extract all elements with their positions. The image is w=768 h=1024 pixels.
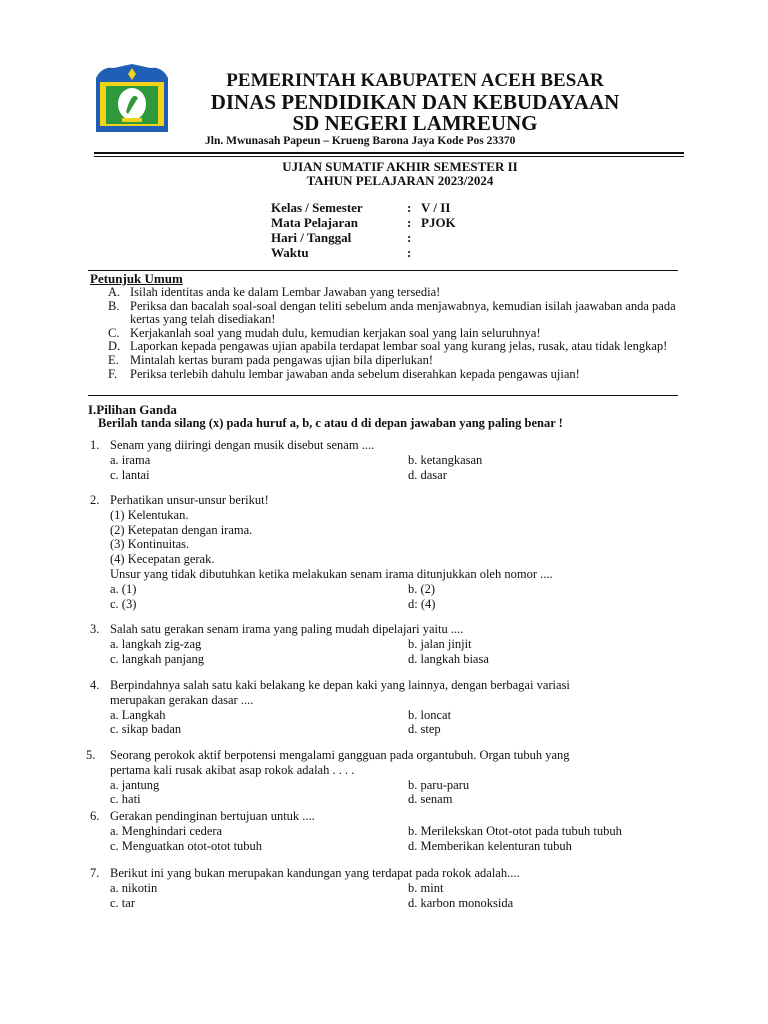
option-b[interactable]: b. loncat	[408, 707, 452, 722]
info-colon: :	[407, 200, 412, 215]
school-name: SD NEGERI LAMREUNG	[292, 111, 538, 135]
info-value: V / II	[421, 200, 451, 215]
question-text: Senam yang diiringi dengan musik disebut senam ....	[110, 438, 375, 452]
info-row-date	[271, 230, 456, 245]
option-c[interactable]: c. langkah panjang	[110, 651, 205, 666]
option-a[interactable]: a. irama	[110, 452, 151, 467]
school-address: Jln. Mwunasah Papeun – Krueng Barona Jaya Kode Pos 23370	[205, 135, 516, 147]
question-text: Perhatikan unsur-unsur berikut!	[110, 493, 269, 507]
instruction-letter: C.	[108, 325, 120, 340]
info-row-time	[271, 245, 456, 260]
question-text: Unsur yang tidak dibutuhkan ketika melakukan senam irama ditunjukkan oleh nomor ....	[110, 566, 553, 581]
option-d[interactable]: d. karbon monoksida	[408, 895, 514, 910]
instruction-text: Periksa terlebih dahulu lembar jawaban anda sebelum diserahkan kepada pengawas ujian!	[130, 366, 580, 381]
question-number: 5.	[86, 748, 96, 762]
instruction-text: Periksa dan bacalah soal-soal dengan teliti sebelum anda menjawabnya, kemudian isilah jaawaban anda pada kertas yang telah disediakan!	[130, 298, 676, 327]
question-number: 4.	[90, 678, 100, 692]
option-c[interactable]: c. sikap badan	[110, 722, 182, 737]
info-row-class	[271, 200, 456, 215]
option-d[interactable]: d. dasar	[408, 467, 447, 482]
question-number: 1.	[90, 438, 100, 452]
instruction-text: Isilah identitas anda ke dalam Lembar Jawaban yang tersedia!	[130, 285, 441, 299]
option-a[interactable]: a. Menghindari cedera	[110, 823, 223, 838]
question-text: Salah satu gerakan senam irama yang paling mudah dipelajari yaitu ....	[110, 622, 464, 636]
option-c[interactable]: c. hati	[110, 792, 141, 807]
option-a[interactable]: a. jantung	[110, 777, 160, 792]
option-c[interactable]: c. Menguatkan otot-otot tubuh	[110, 838, 263, 853]
exam-title: UJIAN SUMATIF AKHIR SEMESTER II	[282, 159, 518, 174]
question-item: (4) Kecepatan gerak.	[110, 552, 215, 567]
general-instructions	[108, 286, 678, 381]
option-b[interactable]: b. ketangkasan	[408, 452, 483, 467]
instruction-text: Kerjakanlah soal yang mudah dulu, kemudian kerjakan soal yang lain seluruhnya!	[130, 325, 541, 340]
academic-year: TAHUN PELAJARAN 2023/2024	[306, 173, 494, 188]
question-number: 2.	[90, 493, 100, 507]
instruction-item	[108, 300, 678, 327]
instruction-letter: B.	[108, 298, 120, 313]
question-text: Berikut ini yang bukan merupakan kandungan yang terdapat pada rokok adalah....	[110, 866, 520, 880]
question-item: (1) Kelentukan.	[110, 507, 189, 522]
info-value: PJOK	[421, 215, 456, 230]
question-text: pertama kali rusak akibat asap rokok adalah . . . .	[110, 762, 355, 777]
question-text: merupakan gerakan dasar ....	[110, 692, 254, 707]
option-a[interactable]: a. nikotin	[110, 880, 158, 895]
question-number: 6.	[90, 809, 100, 823]
question-text: Seorang perokok aktif berpotensi mengalami gangguan pada organtubuh. Organ tubuh yang	[110, 748, 570, 762]
option-a[interactable]: a. Langkah	[110, 707, 166, 722]
option-d[interactable]: d: (4)	[408, 596, 436, 611]
question-text: Berpindahnya salah satu kaki belakang ke depan kaki yang lainnya, dengan berbagai variasi	[110, 678, 570, 692]
option-b[interactable]: b. jalan jinjit	[408, 636, 472, 651]
government-name: PEMERINTAH KABUPATEN ACEH BESAR	[226, 70, 604, 91]
option-c[interactable]: c. tar	[110, 895, 135, 910]
instruction-text: Mintalah kertas buram pada pengawas ujian bila diperlukan!	[130, 352, 434, 367]
header-divider-thin	[94, 156, 684, 157]
department-name: DINAS PENDIDIKAN DAN KEBUDAYAAN	[210, 90, 620, 114]
info-row-subject	[271, 215, 456, 230]
question-text: Gerakan pendinginan bertujuan untuk ....	[110, 809, 315, 823]
question-number: 7.	[90, 866, 100, 880]
info-key: Mata Pelajaran	[271, 215, 359, 230]
exam-info-table	[271, 200, 456, 260]
section-title: I.Pilihan Ganda	[88, 402, 177, 417]
instruction-item	[108, 340, 678, 354]
school-emblem-logo	[92, 60, 172, 138]
instruction-letter: F.	[108, 366, 118, 381]
instruction-item	[108, 368, 678, 382]
option-a[interactable]: a. langkah zig-zag	[110, 636, 202, 651]
instruction-item	[108, 354, 678, 368]
info-colon: :	[407, 245, 412, 260]
section-instruction: Berilah tanda silang (x) pada huruf a, b, c atau d di depan jawaban yang paling benar !	[98, 416, 563, 430]
option-d[interactable]: d. langkah biasa	[408, 651, 489, 666]
instruction-text: Laporkan kepada pengawas ujian apabila terdapat lembar soal yang kurang jelas, rusak, atau tidak lengkap!	[130, 339, 668, 354]
option-d[interactable]: d. Memberikan kelenturan tubuh	[408, 838, 572, 853]
instruction-item	[108, 327, 678, 341]
info-colon: :	[407, 215, 412, 230]
header-divider	[94, 152, 684, 154]
question-item: (2) Ketepatan dengan irama.	[110, 522, 253, 537]
info-key: Waktu	[271, 245, 309, 260]
option-b[interactable]: b. paru-paru	[408, 777, 470, 792]
question-item: (3) Kontinuitas.	[110, 537, 190, 552]
instruction-item	[108, 286, 678, 300]
option-b[interactable]: b. Merilekskan Otot-otot pada tubuh tubuh	[408, 823, 622, 838]
info-colon: :	[407, 230, 412, 245]
option-d[interactable]: d. senam	[408, 792, 453, 807]
option-a[interactable]: a. (1)	[110, 581, 137, 596]
instruction-letter: A.	[108, 285, 121, 299]
divider	[88, 395, 678, 396]
instruction-letter: E.	[108, 352, 119, 367]
option-b[interactable]: b. mint	[408, 880, 444, 895]
instruction-letter: D.	[108, 339, 121, 354]
option-b[interactable]: b. (2)	[408, 581, 436, 596]
info-key: Kelas / Semester	[271, 200, 363, 215]
instructions-title: Petunjuk Umum	[90, 271, 183, 286]
option-d[interactable]: d. step	[408, 722, 441, 737]
info-key: Hari / Tanggal	[271, 230, 352, 245]
question-number: 3.	[90, 622, 100, 636]
option-c[interactable]: c. (3)	[110, 596, 137, 611]
option-c[interactable]: c. lantai	[110, 467, 150, 482]
